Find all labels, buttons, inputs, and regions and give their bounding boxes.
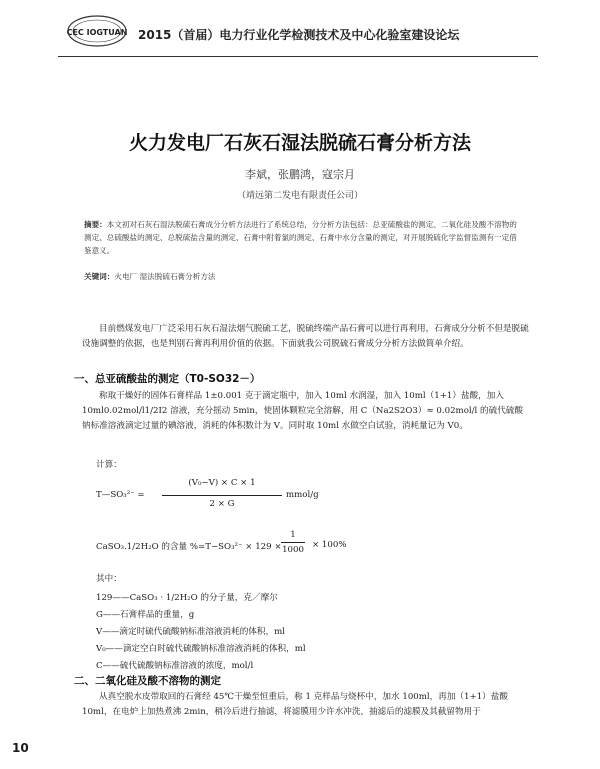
formula1-lhs: T—SO₃²⁻ = xyxy=(96,490,145,500)
formula1-unit: mmol/g xyxy=(286,490,319,500)
abstract-text: 本文初对石灰石湿法脱硫石膏成分分析方法进行了系统总结，分分析方法包括：总亚硫酸盐的测定、二氧化硅及酸不溶物的测定、总硫酸盐的测定、总脱硫盐含量的测定、石膏中附着氯的测定、石膏中水分含量的测定，对开展脱硫化学监督监测有一定借鉴意义。 xyxy=(84,220,517,255)
section2-heading: 二、二氧化硅及酸不溶物的测定 xyxy=(74,675,221,687)
definition-item: C——硫代硫酸钠标准溶液的浓度，mol/l xyxy=(96,661,254,671)
svg-text:CEC IOGTUAN: CEC IOGTUAN xyxy=(66,28,128,37)
formula1-numerator: (V₀−V) × C × 1 xyxy=(188,478,256,488)
definition-item: V₀——滴定空白时硫代硫酸钠标准溶液消耗的体积，ml xyxy=(96,644,306,654)
keywords-text: 火电厂 湿法脱硫石膏分析方法 xyxy=(114,272,216,281)
intro-paragraph: 目前燃煤发电厂广泛采用石灰石湿法烟气脱硫工艺，脱硫终端产品石膏可以进行再利用，石膏成分分析不但是脱硫设施调整的依据，也是判别石膏再利用价值的依据。下面就我公司脱硫石膏成分分析方法做简单介绍。 xyxy=(82,324,529,349)
formula2-lhs: CaSO₃.1/2H₂O 的含量 %=T−SO₃²⁻ × 129 × xyxy=(96,542,282,552)
definition-item: 129——CaSO₃ · 1/2H₂O 的分子量，克／摩尔 xyxy=(96,593,278,603)
forum-logo-icon xyxy=(66,14,128,48)
forum-title: 2015（首届）电力行业化学检测技术及中心化验室建设论坛 xyxy=(138,28,460,42)
definition-item: G——石膏样品的重量，g xyxy=(96,610,195,620)
definition-list xyxy=(96,590,496,675)
article-title: 火力发电厂石灰石湿法脱硫石膏分析方法 xyxy=(128,132,471,154)
abstract xyxy=(84,218,522,257)
keywords-label: 关键词： xyxy=(84,272,115,281)
page-number: 10 xyxy=(12,741,29,755)
definition-item: V——滴定时硫代硫酸钠标准溶液消耗的体积，ml xyxy=(96,627,285,637)
calc-label: 计算： xyxy=(96,460,122,470)
formula1-denominator: 2 × G xyxy=(209,499,235,509)
section1-paragraph: 称取干燥好的固体石膏样品 1±0.001 克于滴定瓶中，加入 10ml 水润湿，加入 10ml（1+1）盐酸，加入 10ml0.02mol/l1/2I2 溶液，充分摇动 5min，使固体颗粒完全溶解，用 C（Na2S2O3）≈ 0.02mol/l 的硫代硫酸钠标准溶液滴定过量的碘溶液，消耗的体积数计为 V。同时取 10ml 水做空白试验，消耗量记为 V0。 xyxy=(82,391,523,431)
keywords xyxy=(84,271,522,282)
section2-paragraph: 从真空脱水皮带取回的石膏经 45℃干燥至恒重后，称 1 克样品与烧杯中，加水 100ml，再加（1+1）盐酸 10ml，在电炉上加热煮沸 2min，稍冷后进行抽滤，将滤膜用少许水冲洗，抽滤后的滤膜及其截留物用于 xyxy=(82,692,508,717)
formula-total-sulfite xyxy=(96,478,356,518)
article-affiliation: （靖远第二发电有限责任公司） xyxy=(236,191,363,201)
article-authors: 李斌，张鹏鸿，寇宗月 xyxy=(245,168,355,181)
where-label: 其中： xyxy=(96,574,122,584)
formula2-frac-denominator: 1000 xyxy=(282,545,304,555)
formula2-frac-numerator: 1 xyxy=(290,530,296,540)
journal-header xyxy=(58,10,538,57)
section1-heading: 一、总亚硫酸盐的测定（T0-SO32－） xyxy=(74,373,261,385)
formula1-fraction-bar xyxy=(162,495,282,496)
abstract-label: 摘要： xyxy=(84,220,107,229)
formula2-tail: × 100% xyxy=(312,540,347,550)
formula-caso3-content xyxy=(96,528,396,558)
formula2-fraction-bar xyxy=(281,542,305,543)
